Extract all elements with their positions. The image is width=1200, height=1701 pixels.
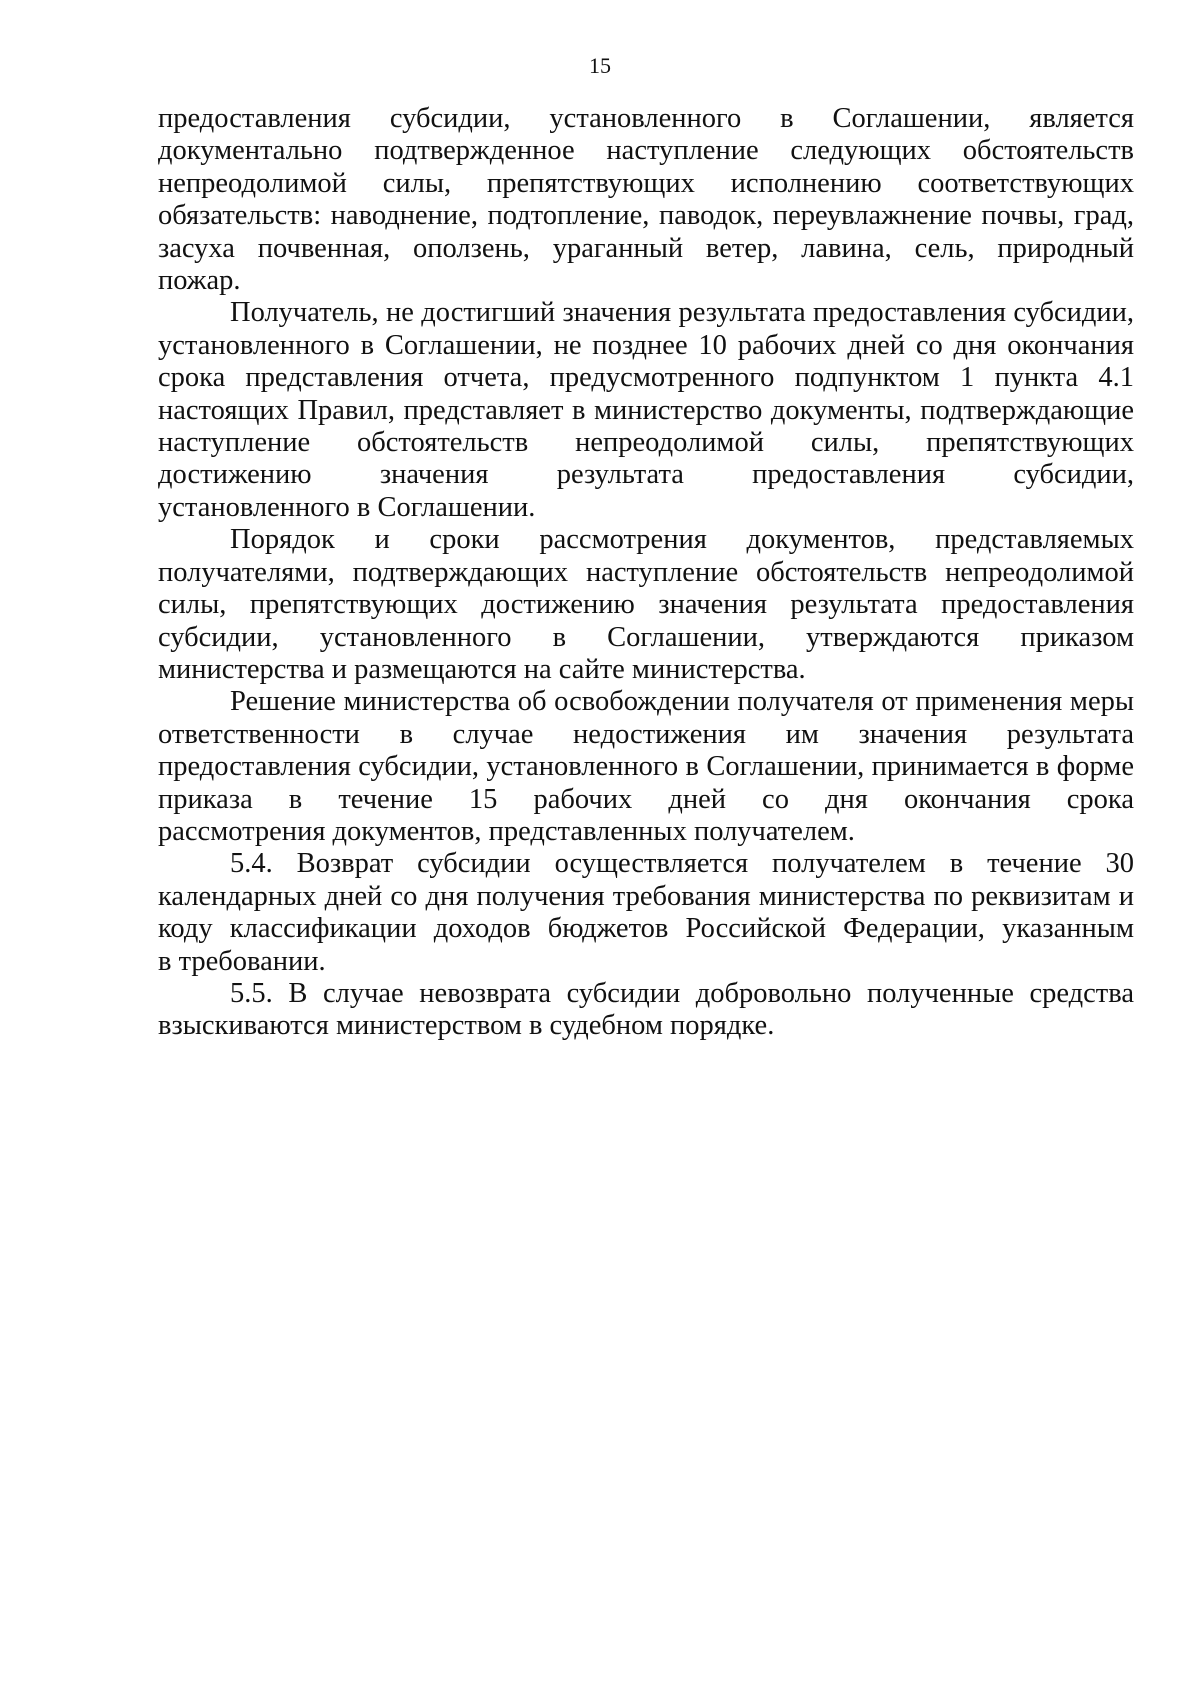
paragraph-text: предоставления субсидии, установленного в Соглашении, является документально подтвержденное наступление следующих обстоятельств непреодолимой силы, препятствующих исполнению соответствующих обязательств: наводнение, подтопление, паводок, переувлажнение почвы, град, засуха почвенная, оползень, ураганный ветер, лавина, сель, природный [158, 103, 1134, 264]
paragraph-last-line: в требовании. [158, 945, 326, 977]
paragraph-text: 5.4. Возврат субсидии осуществляется получателем в течение 30 календарных дней со дня получения требования министерства по реквизитам и коду классификации доходов бюджетов Российской Федерации, указанным [158, 848, 1134, 945]
paragraph-2 [158, 297, 1134, 524]
paragraph-5-5 [158, 978, 1134, 1043]
paragraph-last-line: рассмотрения документов, представленных получателем. [158, 815, 855, 847]
paragraph-4 [158, 686, 1134, 848]
page-number: 15 [589, 53, 611, 78]
paragraph-last-line: министерства и размещаются на сайте министерства. [158, 653, 806, 685]
paragraph-text: Решение министерства об освобождении получателя от применения меры ответственности в случае недостижения им значения результата предоставления субсидии, установленного в Соглашении, принимается в форме приказа в течение 15 рабочих дней со дня окончания срока [158, 686, 1134, 815]
paragraph-last-line: взыскиваются министерством в судебном порядке. [158, 1010, 775, 1042]
paragraph-1 [158, 103, 1134, 297]
document-body [158, 103, 1134, 1043]
paragraph-last-line: пожар. [158, 265, 241, 297]
paragraph-5-4 [158, 848, 1134, 978]
paragraph-3 [158, 524, 1134, 686]
paragraph-text: Получатель, не достигший значения результата предоставления субсидии, установленного в Соглашении, не позднее 10 рабочих дней со дня окончания срока представления отчета, предусмотренного подпунктом 1 пункта 4.1 настоящих Правил, представляет в министерство документы, подтверждающие наступление обстоятельств непреодолимой силы, препятствующих достижению значения результата предоставления субсидии, [158, 297, 1134, 491]
paragraph-text: Порядок и сроки рассмотрения документов, представляемых получателями, подтверждающих наступление обстоятельств непреодолимой силы, препятствующих достижению значения результата предоставления субсидии, установленного в Соглашении, утверждаются приказом [158, 524, 1134, 653]
paragraph-text: 5.5. В случае невозврата субсидии добровольно полученные средства [230, 977, 1134, 1009]
paragraph-last-line: установленного в Соглашении. [158, 491, 536, 523]
